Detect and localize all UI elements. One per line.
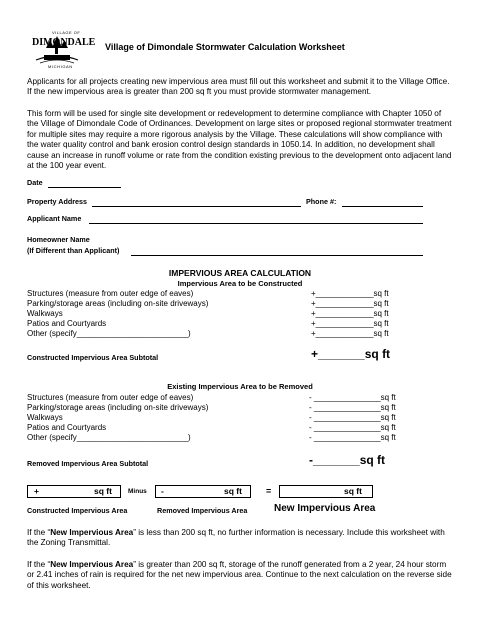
constructed-row-entry[interactable]: +_____________sq ft (311, 309, 389, 318)
page-title: Village of Dimondale Stormwater Calculation Worksheet (105, 42, 345, 52)
removed-row-label: Walkways (27, 413, 63, 422)
applicant-name-field[interactable] (89, 223, 423, 224)
constructed-row-entry[interactable]: +_____________sq ft (311, 299, 389, 308)
removed-row-entry[interactable]: - _______________sq ft (309, 393, 396, 402)
phone-label: Phone #: (306, 197, 337, 206)
phone-field[interactable] (342, 206, 423, 207)
removed-subtotal-label: Removed Impervious Area Subtotal (27, 459, 149, 468)
removed-total-box[interactable] (155, 485, 251, 498)
constructed-row-label: Parking/storage areas (including on-site driveways) (27, 299, 209, 308)
unit-label: sq ft (344, 486, 362, 496)
constructed-area-caption: Constructed Impervious Area (27, 506, 128, 515)
constructed-heading: Impervious Area to be Constructed (177, 279, 303, 288)
calc-heading: IMPERVIOUS AREA CALCULATION (168, 268, 312, 278)
removed-row-entry[interactable]: - _______________sq ft (309, 433, 396, 442)
minus-sign: - (161, 486, 164, 496)
property-address-label: Property Address (27, 197, 88, 206)
removed-row-label: Parking/storage areas (including on-site driveways) (27, 403, 209, 412)
constructed-subtotal-field[interactable]: +_______sq ft (311, 347, 391, 361)
applicant-name-label: Applicant Name (27, 214, 82, 223)
constructed-row-entry[interactable]: +_____________sq ft (311, 289, 389, 298)
footer-text: ” is greater than 200 sq ft, storage of the runoff generated from a 2 year, 24 hour storm or 2.41 inches of rain is required for the net new impervious area. Continue to the next calculation on the reverse side of this worksheet. (27, 560, 452, 590)
date-label: Date (27, 178, 43, 187)
removed-row-label: Patios and Courtyards (27, 423, 107, 432)
footer-paragraph-2 (27, 560, 453, 591)
homeowner-name-label: Homeowner Name (27, 235, 90, 244)
removed-row-entry[interactable]: - _______________sq ft (309, 423, 396, 432)
removed-row-label: Other (specify_________________________) (27, 433, 191, 442)
equals-sign: = (266, 486, 272, 496)
footer-emphasis: New Impervious Area (50, 528, 134, 537)
constructed-row-entry[interactable]: +_____________sq ft (311, 329, 389, 338)
date-field[interactable] (48, 187, 121, 188)
constructed-total-box[interactable] (27, 485, 121, 498)
footer-paragraph-1 (27, 528, 453, 549)
removed-row-entry[interactable]: - _______________sq ft (309, 413, 396, 422)
logo-bottom-text: MICHIGAN (48, 64, 73, 69)
new-impervious-box[interactable] (279, 485, 373, 498)
plus-sign: + (34, 486, 39, 496)
unit-label: sq ft (224, 486, 242, 496)
constructed-row-label: Walkways (27, 309, 63, 318)
constructed-subtotal-label: Constructed Impervious Area Subtotal (27, 353, 159, 362)
intro-paragraph-2: This form will be used for single site development or redevelopment to determine compliance with Chapter 1050 of the Village of Dimondale Code of Ordinances. Development on large sites or proposed regional stormwater treatment for multiple sites may require a more rigorous analysis by the Village. These calculations will show compliance with the water quality control and bank erosion control design standards in 1050.14. In addition, no development shall cause an increase in runoff volume or rate from the condition existing previous to the development onto adjacent land at the 100 year event. (27, 109, 452, 171)
removed-subtotal-field[interactable]: -_______sq ft (309, 453, 386, 467)
logo-top-text: VILLAGE OF (52, 30, 81, 35)
constructed-row-label: Structures (measure from outer edge of eaves) (27, 289, 194, 298)
constructed-row-label: Patios and Courtyards (27, 319, 107, 328)
removed-area-caption: Removed Impervious Area (157, 506, 248, 515)
constructed-row-entry[interactable]: +_____________sq ft (311, 319, 389, 328)
footer-emphasis: New Impervious Area (50, 560, 134, 569)
removed-heading: Existing Impervious Area to be Removed (167, 382, 313, 391)
footer-text: ” is less than 200 sq ft, no further information is necessary. Include this worksheet with the Zoning Transmittal. (27, 528, 445, 548)
intro-paragraph-1: Applicants for all projects creating new impervious area must fill out this worksheet and submit it to the Village Office. If the new impervious area is greater than 200 sq ft you must provide stormwater management. (27, 77, 450, 97)
footer-text: If the “ (27, 528, 51, 537)
homeowner-note: (If Different than Applicant) (27, 246, 120, 255)
homeowner-name-field[interactable] (131, 255, 423, 256)
removed-row-entry[interactable]: - _______________sq ft (309, 403, 396, 412)
property-address-field[interactable] (92, 206, 301, 207)
logo-main-text: DIMONDALE (32, 37, 96, 48)
new-area-caption: New Impervious Area (274, 503, 376, 514)
removed-row-label: Structures (measure from outer edge of eaves) (27, 393, 194, 402)
constructed-row-label: Other (specify_________________________) (27, 329, 191, 338)
unit-label: sq ft (94, 486, 112, 496)
village-logo (26, 30, 96, 70)
footer-text: If the “ (27, 560, 51, 569)
minus-word: Minus (128, 488, 147, 495)
